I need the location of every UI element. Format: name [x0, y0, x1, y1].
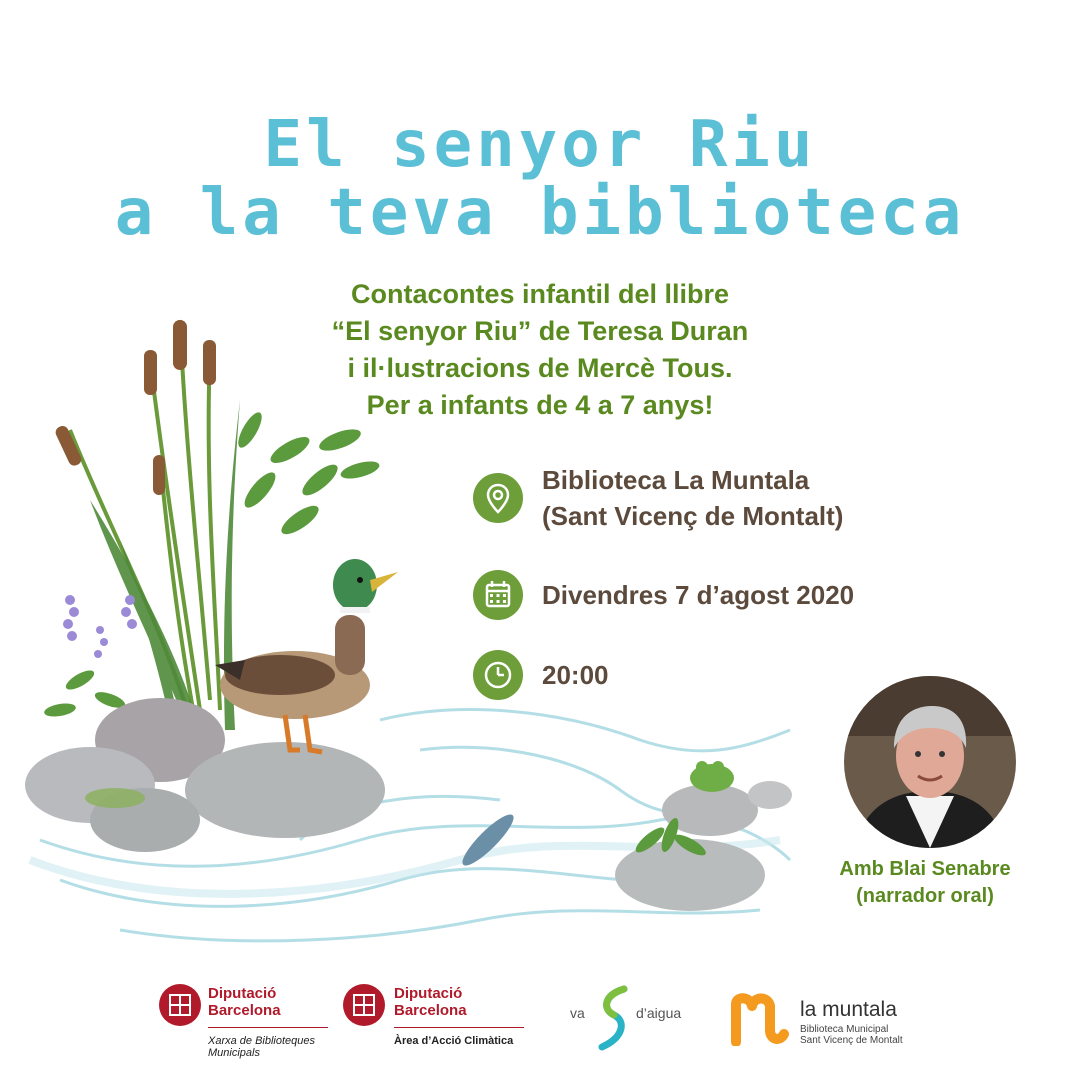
va-daigua-logo — [570, 985, 700, 1055]
muntala-subtitle: Sant Vicenç de Montalt — [800, 1035, 903, 1046]
muntala-subtitle: Biblioteca Municipal — [800, 1024, 889, 1035]
river-duck-illustration — [0, 280, 800, 960]
water-swirl-icon — [594, 985, 634, 1051]
logo-divider — [394, 1027, 524, 1028]
diputacio-barcelona-libraries-logo — [158, 983, 348, 1063]
logo-text-right: d’aigua — [636, 1005, 682, 1021]
location-town: (Sant Vicenç de Montalt) — [542, 501, 844, 531]
logo-name-line: Barcelona — [394, 1002, 467, 1019]
diputacio-seal-icon — [342, 983, 386, 1027]
clock-icon — [473, 650, 523, 700]
narrator-photo — [844, 676, 1016, 848]
description-line: Per a infants de 4 a 7 anys! — [366, 390, 714, 420]
narrator-caption — [800, 856, 1050, 910]
logo-subtitle: Àrea d’Acció Climàtica — [394, 1035, 514, 1047]
location-pin-icon — [473, 473, 523, 523]
title-line-2: a la teva biblioteca — [114, 176, 966, 250]
description-line: “El senyor Riu” de Teresa Duran — [331, 316, 749, 346]
description-line: Contacontes infantil del llibre — [350, 279, 730, 309]
muntala-m-icon — [730, 990, 790, 1046]
logo-name-line: Barcelona — [208, 1002, 281, 1019]
logo-divider — [208, 1027, 328, 1028]
la-muntala-logo — [730, 990, 790, 1050]
muntala-name: la muntala — [800, 998, 897, 1021]
logo-name-line: Diputació — [394, 985, 463, 1002]
duck — [215, 559, 398, 752]
diputacio-barcelona-climate-logo — [342, 983, 542, 1063]
logo-subtitle: Municipals — [208, 1047, 260, 1059]
logo-text-left: va — [570, 1005, 585, 1021]
logo-subtitle: Xarxa de Biblioteques — [208, 1035, 316, 1047]
description-line: i il·lustracions de Mercè Tous. — [347, 353, 733, 383]
event-date: Divendres 7 d’agost 2020 — [542, 580, 855, 610]
calendar-icon — [473, 570, 523, 620]
narrator-role: (narrador oral) — [856, 885, 994, 907]
event-time: 20:00 — [542, 660, 609, 690]
diputacio-seal-icon — [158, 983, 202, 1027]
title-line-1: El senyor Riu — [263, 108, 817, 182]
logo-name-line: Diputació — [208, 985, 277, 1002]
frog — [690, 761, 734, 792]
narrator-name: Amb Blai Senabre — [839, 858, 1011, 880]
location-name: Biblioteca La Muntala — [542, 465, 810, 495]
